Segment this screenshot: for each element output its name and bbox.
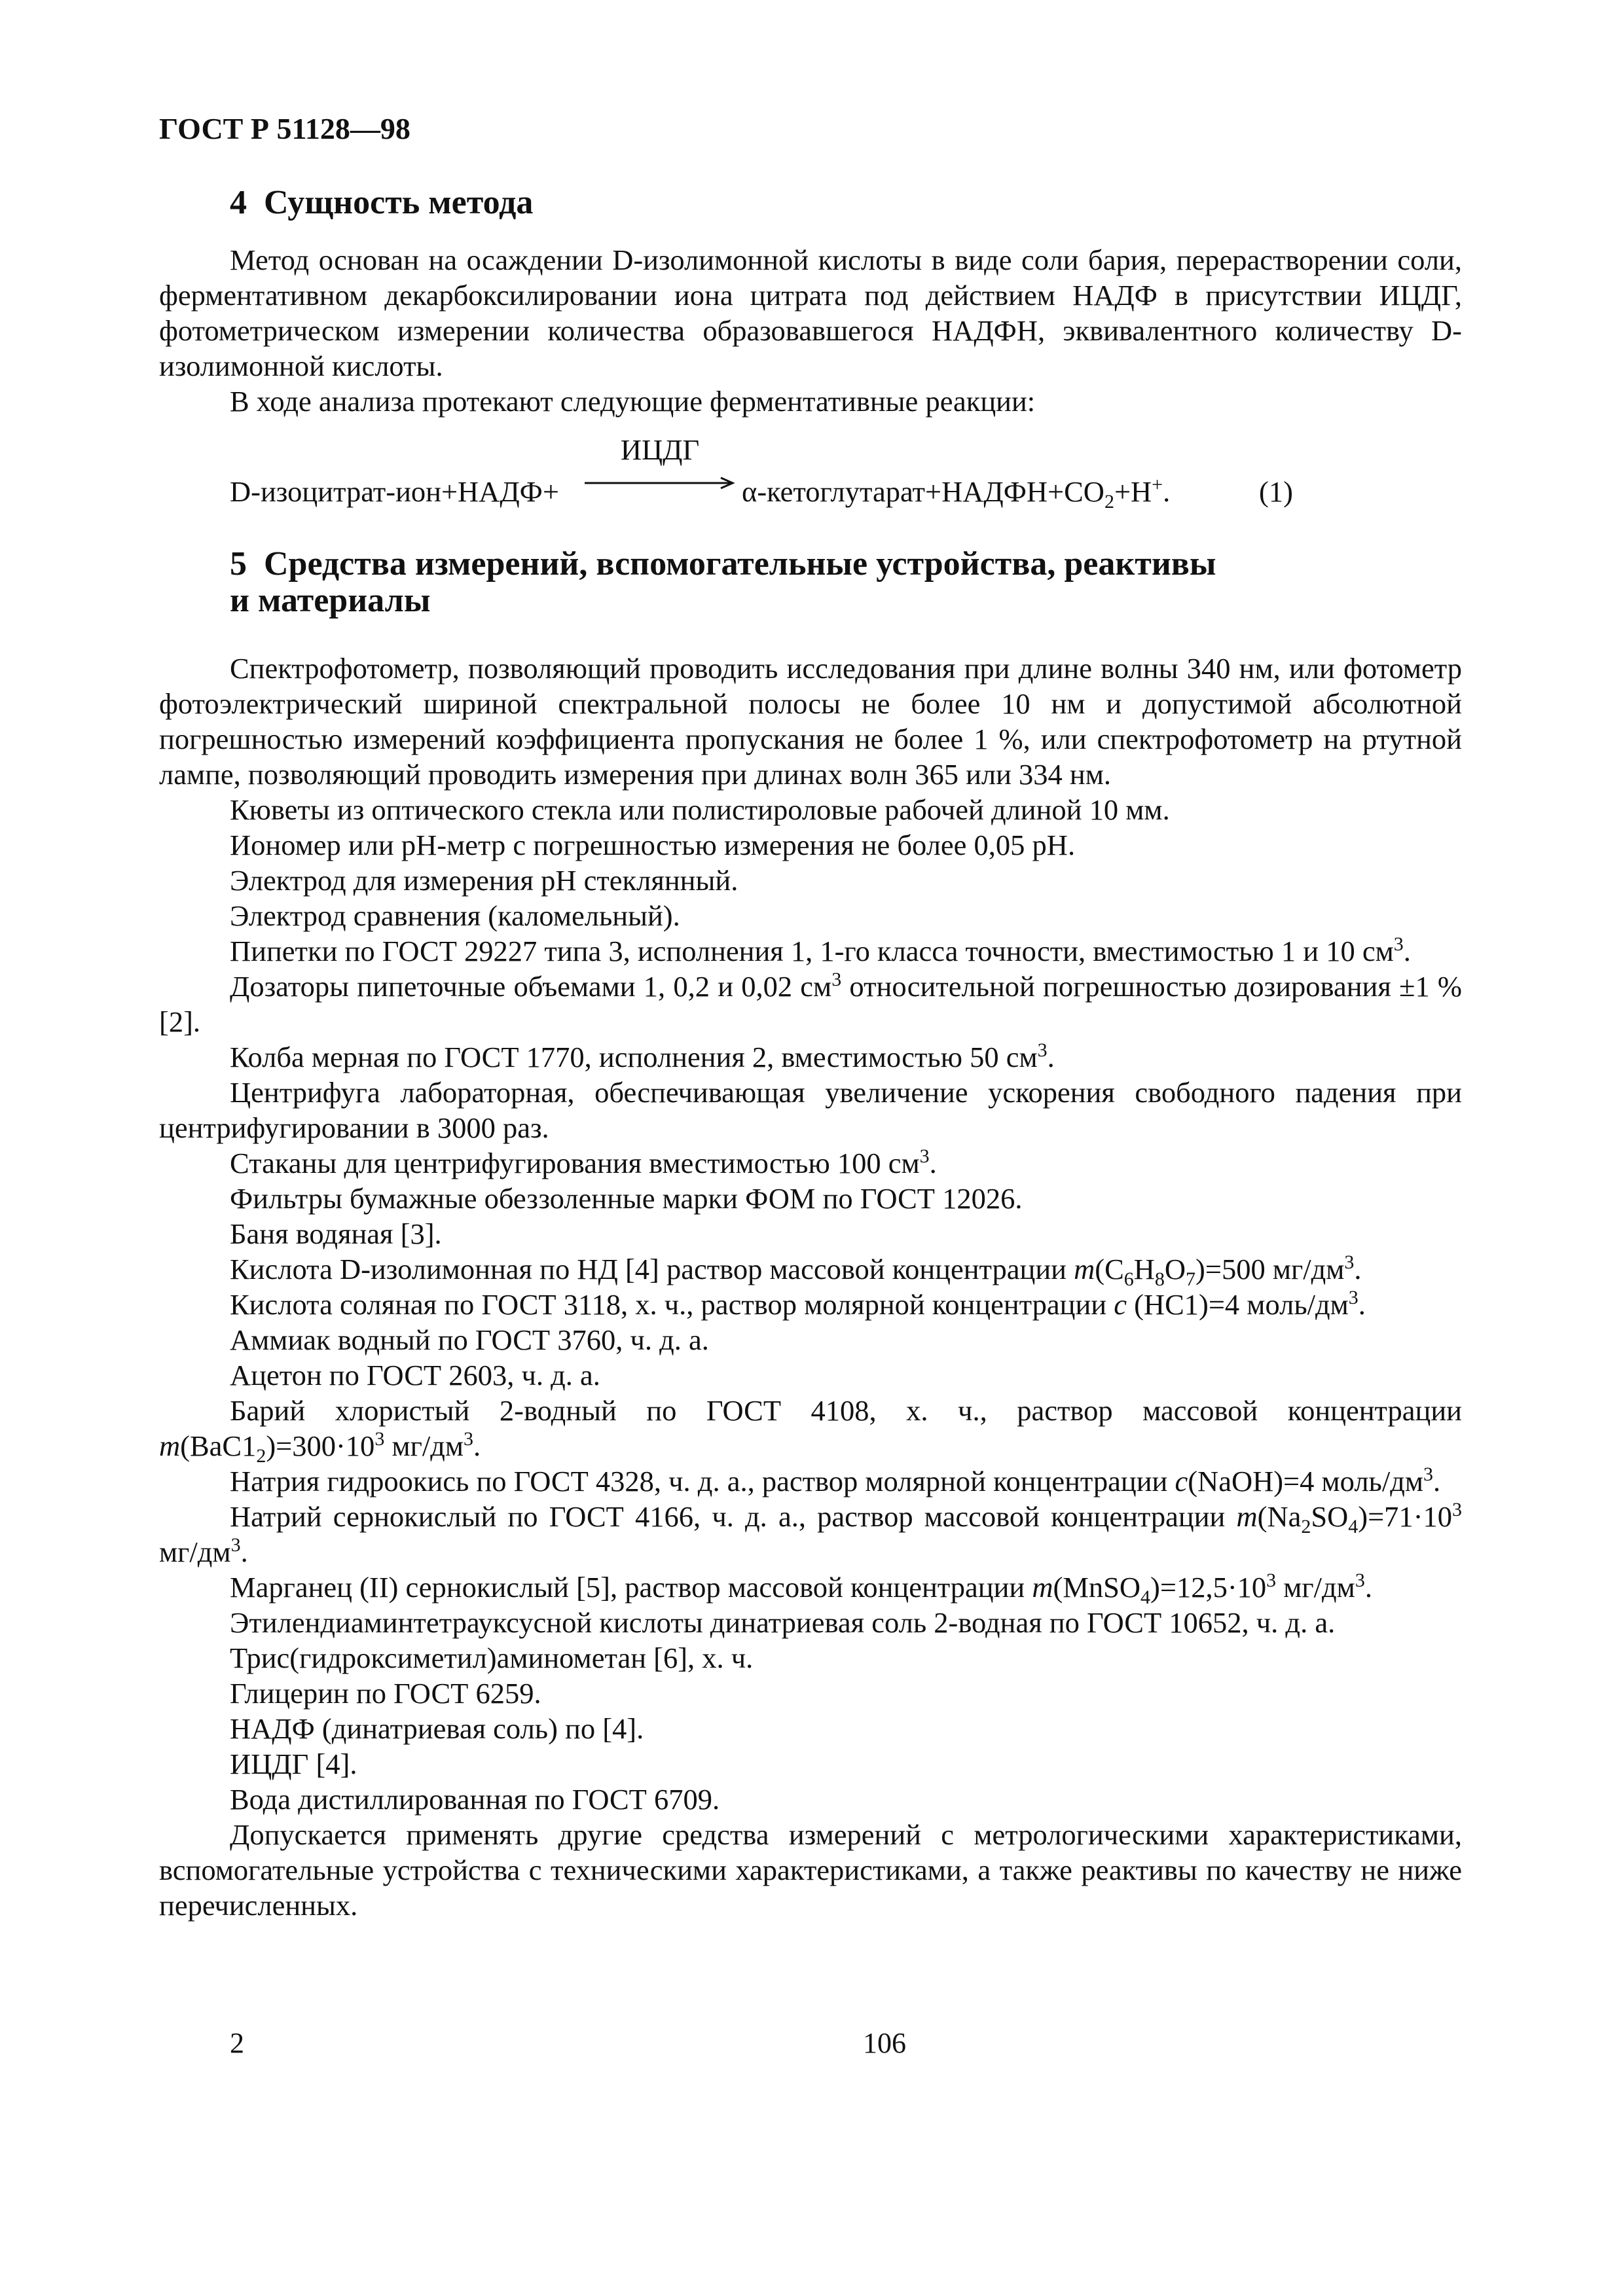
list-item-barium-chloride: Барий хлористый 2-водный по ГОСТ 4108, х. ч., раствор массовой концентрации $m(ВаС1_2)=300\cdot 10^3$ $мг/дм^3$. [159, 1394, 1462, 1467]
list-item-centrifuge: Центрифуга лабораторная, обеспечивающая увеличение ускорения свободного падения при центрифугировании в 3000 раз. [159, 1076, 1462, 1144]
formula-arrow [585, 432, 735, 490]
formula-arrow-label: ИЦДГ [620, 433, 700, 466]
list-item-bath: Баня водяная [3]. [230, 1217, 442, 1250]
right-arrow-icon [585, 476, 735, 490]
list-item-manganese-sulfate: Марганец (II) сернокислый [5], раствор массовой концентрации $m(MnSO_4)=12,5\cdot 10^3$ $мг/дм^3$. [230, 1570, 1372, 1608]
list-item-hydrochloric-acid: Кислота соляная по ГОСТ 3118, х. ч., раствор молярной концентрации с (НС1)=4 моль/$дм^3$. [230, 1287, 1366, 1321]
list-item-isocitric-acid: Кислота D-изолимонная по НД [4] раствор массовой концентрации $m(С_6Н_8О_7)=500$ $мг/дм^3$. [230, 1251, 1362, 1290]
list-item: Электрод сравнения (каломельный). [230, 899, 680, 932]
list-item: НАДФ (динатриевая соль) по [4]. [230, 1712, 644, 1745]
list-item-pipettes: Пипетки по ГОСТ 29227 типа 3, исполнения 1, 1-го класса точности, вместимостью 1 и 10 $см^3$. [230, 933, 1411, 967]
list-item-sodium-sulfate: Натрий сернокислый по ГОСТ 4166, ч. д. а., раствор массовой концентрации $m(Na_2SO_4)=71\cdot 10^3$ $мг/дм^3$. [159, 1499, 1462, 1568]
page-content [159, 185, 1462, 1923]
list-item: Иономер или рН-метр с погрешностью измерения не более 0,05 рН. [230, 829, 1076, 861]
section-5-title-line-2: и материалы [230, 582, 431, 619]
section-4-title: Сущность метода [264, 184, 534, 221]
formula-number: (1) [1259, 475, 1293, 508]
formula-left-side: D-изоцитрат-ион+НАДФ+ [230, 475, 559, 508]
list-item-filters: Фильтры бумажные обеззоленные марки ФОМ по ГОСТ 12026. [230, 1182, 1023, 1215]
list-item: Этилендиаминтетрауксусной кислоты динатриевая соль 2-водная по ГОСТ 10652, ч. д. а. [230, 1606, 1336, 1639]
page-number-local: 2 [230, 2027, 244, 2059]
section-5-heading [159, 546, 1462, 619]
list-item-acetone: Ацетон по ГОСТ 2603, ч. д. а. [230, 1359, 600, 1391]
list-item: Электрод для измерения рН стеклянный. [230, 864, 739, 897]
list-item: ИЦДГ [4]. [230, 1748, 357, 1780]
list-item-glasses: Стаканы для центрифугирования вместимостью 100 $см^3$. [230, 1145, 937, 1179]
list-item-ammonia: Аммиак водный по ГОСТ 3760, ч. д. а. [230, 1323, 709, 1356]
list-item-flask: Колба мерная по ГОСТ 1770, исполнения 2, вместимостью 50 $см^3$. [230, 1039, 1055, 1073]
section-4-heading [159, 185, 1462, 221]
list-item: Вода дистиллированная по ГОСТ 6709. [230, 1783, 720, 1816]
page-number-global: 106 [863, 2027, 906, 2059]
section-4-paragraph-1: Метод основан на осаждении D-изолимонной кислоты в виде соли бария, перерастворении соли, ферментативном декарбоксилировании иона цитрата под действием НАДФ в присутствии ИЦДГ, фотометрическом измерении количества образовавшегося НАДФН, эквивалентного количеству D-изолимонной кислоты. [159, 243, 1462, 382]
list-item-dosers: Дозаторы пипеточные объемами 1, 0,2 и 0,02 $см^3$ относительной погрешностью дозирования ±1 % [2]. [159, 969, 1462, 1038]
reaction-formula [159, 432, 1462, 517]
list-item: Трис(гидроксиметил)аминометан [6], х. ч. [230, 1641, 754, 1674]
closing-paragraph: Допускается применять другие средства измерений с метрологическими характеристиками, вспомогательные устройства с техническими характеристиками, а также реактивы по качеству не ниже перечисленных. [159, 1818, 1462, 1922]
section-5-title-line-1: Средства измерений, вспомогательные устройства, реактивы [264, 545, 1216, 583]
list-item: Спектрофотометр, позволяющий проводить исследования при длине волны 340 нм, или фотометр фотоэлектрический шириной спектральной полосы не более 10 нм и допустимой абсолютной погрешностью измерений коэффициента пропускания не более 1 %, или спектрофотометр на ртутной лампе, позволяющий проводить измерения при длинах волн 365 или 334 нм. [159, 652, 1462, 791]
section-4-paragraph-2: В ходе анализа протекают следующие ферментативные реакции: [230, 385, 1036, 418]
document-code-header: ГОСТ Р 51128—98 [159, 112, 410, 145]
list-item: Кюветы из оптического стекла или полистироловые рабочей длиной 10 мм. [230, 793, 1170, 826]
formula-right-side: $\alpha-кетоглутарат+НАДФН+СО_2+Н^+$. [742, 474, 1171, 512]
list-item: Глицерин по ГОСТ 6259. [230, 1677, 541, 1710]
section-5-number: 5 [230, 545, 247, 583]
list-item-sodium-hydroxide: Натрия гидроокись по ГОСТ 4328, ч. д. а., раствор молярной концентрации с(NaOH)=4 моль/$дм^3$. [230, 1463, 1441, 1498]
section-4-number: 4 [230, 184, 247, 221]
